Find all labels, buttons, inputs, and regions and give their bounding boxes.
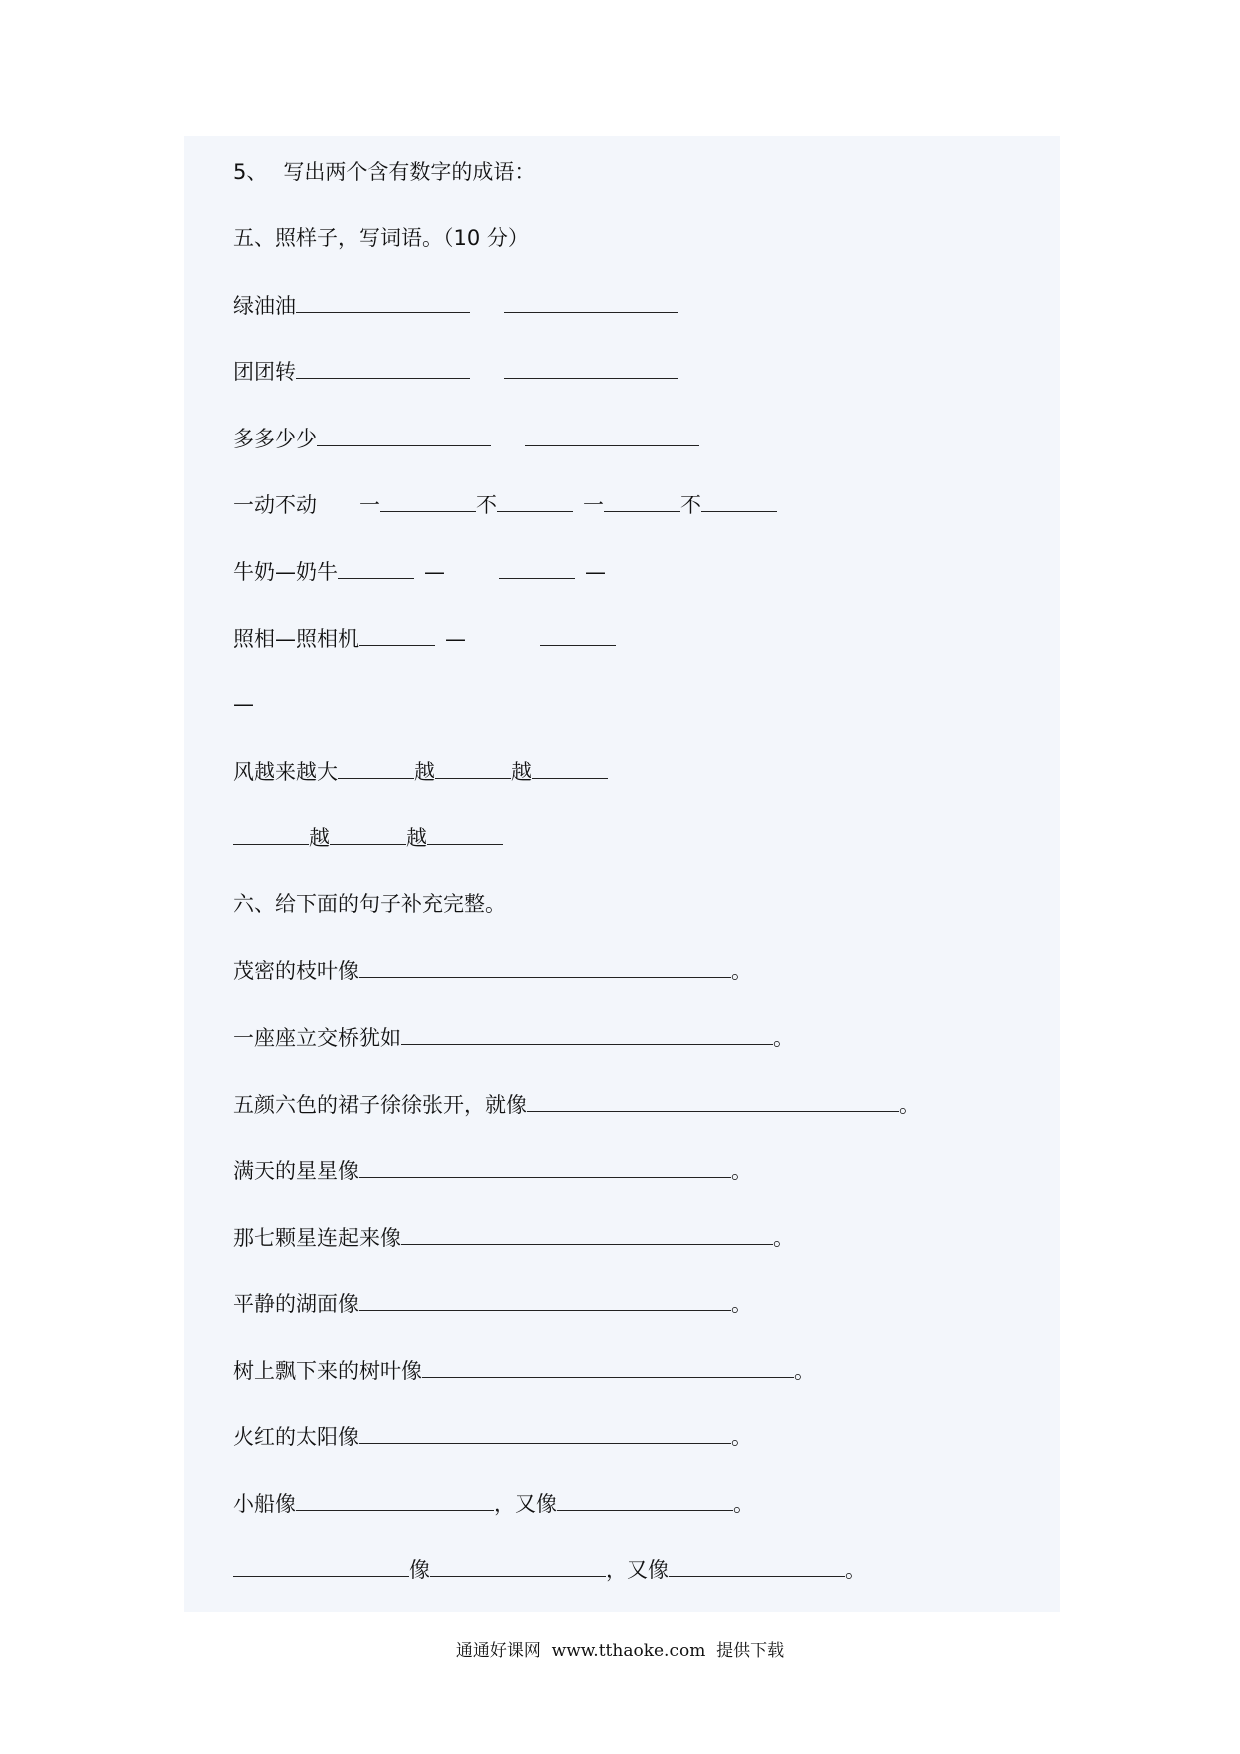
sentence-stem: 满天的星星像: [233, 1159, 359, 1183]
period: 。: [731, 1159, 752, 1183]
answer-blank[interactable]: [497, 487, 573, 512]
example-word: 绿油油: [233, 294, 296, 318]
sentence-stem: 那七颗星连起来像: [233, 1226, 401, 1250]
answer-blank[interactable]: [540, 621, 616, 646]
answer-blank[interactable]: [427, 820, 503, 845]
example-row-3: [233, 421, 699, 455]
period: 。: [794, 1359, 815, 1383]
page-footer: 通通好课网 www.tthaoke.com 提供下载: [455, 1641, 785, 1661]
period: 。: [731, 959, 752, 983]
pattern-char: 越: [406, 826, 427, 850]
section-5-title: 五、照样子，写词语。（10 分）: [233, 226, 529, 250]
answer-blank[interactable]: [296, 1486, 494, 1511]
sentence-stem: 火红的太阳像: [233, 1425, 359, 1449]
dash: —: [445, 627, 466, 651]
example-row-7: [233, 754, 608, 788]
sentence-row-7: [233, 1353, 815, 1387]
answer-blank[interactable]: [435, 754, 511, 779]
sentence-row-4: [233, 1153, 752, 1187]
answer-blank[interactable]: [504, 288, 678, 313]
connector-text: ，又像: [606, 1558, 669, 1582]
example-row-6: [233, 621, 616, 655]
section-6-title: 六、给下面的句子补充完整。: [233, 892, 506, 916]
sentence-stem: 一座座立交桥犹如: [233, 1026, 401, 1050]
sentence-stem: 五颜六色的裙子徐徐张开，就像: [233, 1093, 527, 1117]
question-5: [233, 155, 535, 189]
sentence-stem: 平静的湖面像: [233, 1292, 359, 1316]
sentence-row-5: [233, 1220, 794, 1254]
period: 。: [773, 1226, 794, 1250]
answer-blank[interactable]: [669, 1552, 845, 1577]
question-text: 写出两个含有数字的成语：: [283, 160, 536, 184]
example-row-2: [233, 354, 678, 388]
answer-blank[interactable]: [330, 820, 406, 845]
answer-blank[interactable]: [380, 487, 476, 512]
sentence-row-2: [233, 1020, 794, 1054]
answer-blank[interactable]: [359, 1286, 731, 1311]
connector-text: ，又像: [494, 1492, 557, 1516]
answer-blank[interactable]: [338, 554, 414, 579]
sentence-row-3: [233, 1087, 920, 1121]
dash: —: [233, 692, 254, 716]
example-row-1: [233, 288, 678, 322]
answer-blank[interactable]: [359, 621, 435, 646]
example-word: 一动不动: [233, 493, 317, 517]
example-row-6-cont: [233, 687, 254, 721]
answer-blank[interactable]: [401, 1020, 773, 1045]
answer-blank[interactable]: [233, 820, 309, 845]
answer-blank[interactable]: [359, 1419, 731, 1444]
example-row-5: [233, 554, 606, 588]
answer-blank[interactable]: [430, 1552, 606, 1577]
example-word: 团团转: [233, 360, 296, 384]
example-word: 多多少少: [233, 427, 317, 451]
period: 。: [845, 1558, 866, 1582]
sentence-row-10: [233, 1552, 866, 1586]
period: 。: [731, 1292, 752, 1316]
answer-blank[interactable]: [296, 288, 470, 313]
sentence-row-8: [233, 1419, 752, 1453]
dash: —: [424, 560, 445, 584]
sentence-row-6: [233, 1286, 752, 1320]
pattern-char: 越: [511, 760, 532, 784]
answer-blank[interactable]: [604, 487, 680, 512]
sentence-stem: 小船像: [233, 1492, 296, 1516]
answer-blank[interactable]: [359, 953, 731, 978]
answer-blank[interactable]: [317, 421, 491, 446]
question-number: 5、: [233, 160, 268, 184]
period: 。: [733, 1492, 754, 1516]
example-word: 风越来越大: [233, 760, 338, 784]
period: 。: [899, 1093, 920, 1117]
answer-blank[interactable]: [422, 1353, 794, 1378]
dash: —: [585, 560, 606, 584]
sentence-stem: 茂密的枝叶像: [233, 959, 359, 983]
answer-blank[interactable]: [504, 354, 678, 379]
pattern-char: 越: [309, 826, 330, 850]
example-word: 照相—照相机: [233, 627, 359, 651]
sentence-row-1: [233, 953, 752, 987]
answer-blank[interactable]: [338, 754, 414, 779]
answer-blank[interactable]: [525, 421, 699, 446]
period: 。: [773, 1026, 794, 1050]
pattern-char: 不: [680, 493, 701, 517]
answer-blank[interactable]: [499, 554, 575, 579]
connector-text: 像: [409, 1558, 430, 1582]
pattern-char: 一: [359, 493, 380, 517]
answer-blank[interactable]: [701, 487, 777, 512]
answer-blank[interactable]: [401, 1220, 773, 1245]
pattern-char: 越: [414, 760, 435, 784]
period: 。: [731, 1425, 752, 1449]
example-row-8: [233, 820, 503, 854]
example-row-4: [233, 487, 777, 521]
pattern-char: 不: [476, 493, 497, 517]
answer-blank[interactable]: [527, 1087, 899, 1112]
sentence-stem: 树上飘下来的树叶像: [233, 1359, 422, 1383]
example-word: 牛奶—奶牛: [233, 560, 338, 584]
sentence-row-9: [233, 1486, 754, 1520]
answer-blank[interactable]: [532, 754, 608, 779]
pattern-char: 一: [583, 493, 604, 517]
answer-blank[interactable]: [557, 1486, 733, 1511]
answer-blank[interactable]: [233, 1552, 409, 1577]
answer-blank[interactable]: [296, 354, 470, 379]
answer-blank[interactable]: [359, 1153, 731, 1178]
